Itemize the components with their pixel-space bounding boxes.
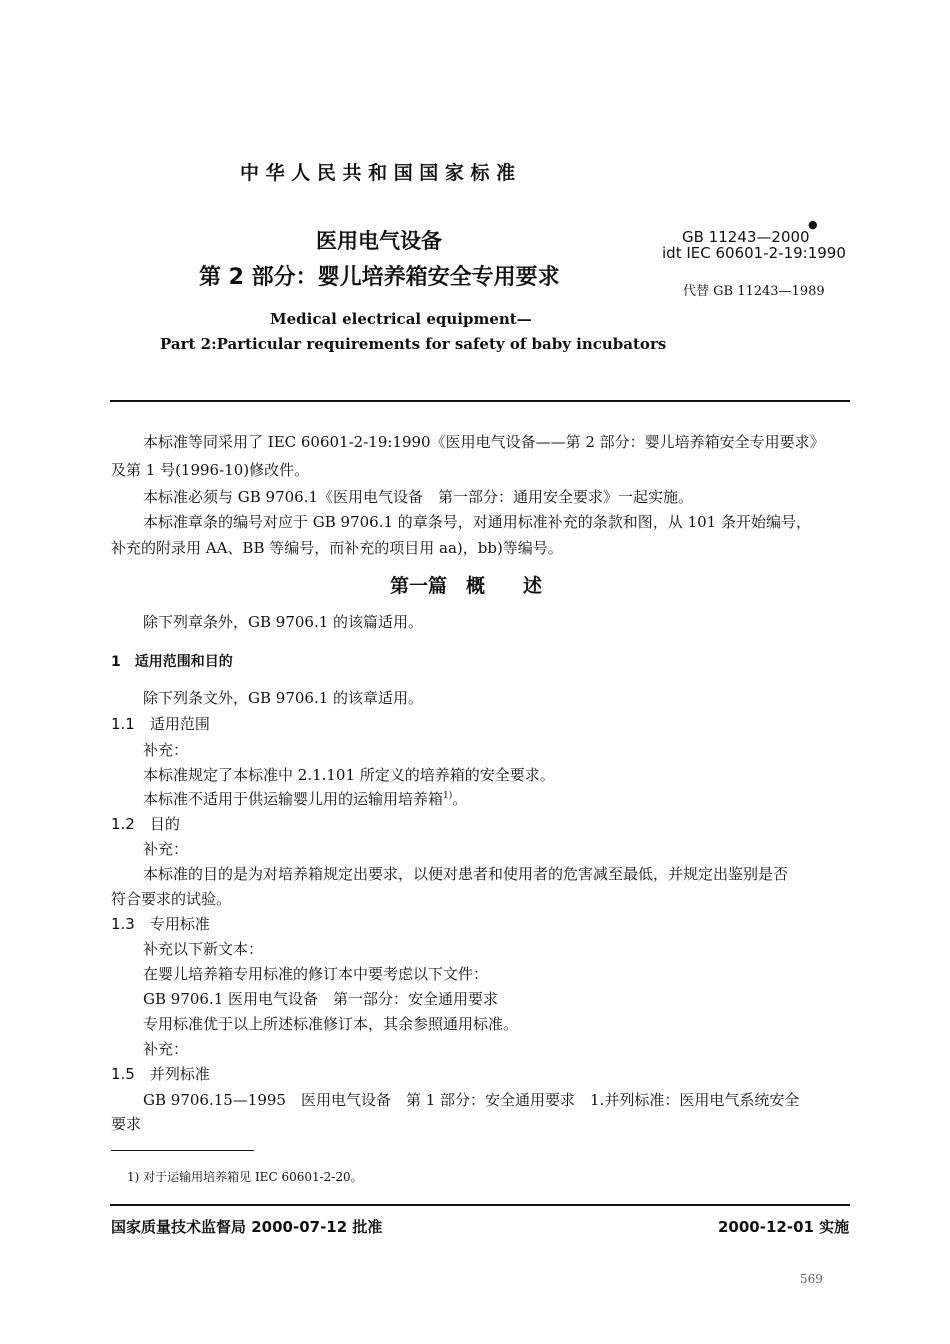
approval-statement: 国家质量技术监督局 2000-07-12 批准 (111, 1218, 383, 1236)
std-number-text: GB 11243—2000 (682, 228, 810, 246)
section-1-2-p1-line2: 符合要求的试验。 (111, 890, 232, 908)
section-1-5-p1-line1: GB 9706.15—1995 医用电气设备 第 1 部分：安全通用要求 1.并列标准：医用电气系统安全 (143, 1091, 800, 1109)
section-1-title: 1 适用范围和目的 (111, 654, 233, 670)
replaces-note: 代替 GB 11243—1989 (683, 284, 825, 299)
header-divider (110, 400, 850, 402)
page-number: 569 (800, 1272, 823, 1286)
part-intro: 除下列章条外，GB 9706.1 的该篇适用。 (143, 613, 424, 631)
section-1-1-supplement: 补充： (143, 741, 189, 759)
preface-p1-line1: 本标准等同采用了 IEC 60601-2-19:1990《医用电气设备——第 2 部分：婴儿培养箱安全专用要求》 (143, 433, 825, 451)
section-1-2-p1-line1: 本标准的目的是为对培养箱规定出要求，以便对患者和使用者的危害减至最低，并规定出鉴别是否 (143, 865, 789, 883)
section-1-body: 除下列条文外，GB 9706.1 的该章适用。 (143, 689, 424, 707)
footnote-ref: 1) (443, 791, 453, 801)
preface-p2: 本标准必须与 GB 9706.1《医用电气设备 第一部分：通用安全要求》一起实施。 (143, 488, 694, 506)
national-standard-heading: 中 华 人 民 共 和 国 国 家 标 准 (240, 162, 516, 184)
section-1-3-title: 1.3 专用标准 (111, 915, 210, 933)
footnote: 1) 对于运输用培养箱见 IEC 60601-2-20。 (127, 1170, 363, 1184)
section-1-1-p2 (143, 790, 467, 810)
preface-p3-line2: 补充的附录用 AA、BB 等编号，而补充的项目用 aa)，bb)等编号。 (111, 539, 563, 557)
section-1-3-p2: GB 9706.1 医用电气设备 第一部分：安全通用要求 (143, 990, 499, 1008)
section-1-2-title: 1.2 目的 (111, 815, 180, 833)
preface-p3-line1: 本标准章条的编号对应于 GB 9706.1 的章条号，对通用标准补充的条款和图，从 101 条开始编号， (143, 513, 811, 531)
star-mark: ● (808, 218, 818, 231)
section-1-2-supplement: 补充： (143, 840, 189, 858)
section-1-1-title: 1.1 适用范围 (111, 715, 210, 733)
section-1-5-title: 1.5 并列标准 (111, 1065, 210, 1083)
section-1-3-p3: 专用标准优于以上所述标准修订本，其余参照通用标准。 (143, 1015, 519, 1033)
title-cn-line2: 第 2 部分：婴儿培养箱安全专用要求 (199, 265, 560, 290)
section-1-1-p2-text: 本标准不适用于供运输婴儿用的运输用培养箱 (143, 790, 444, 808)
section-1-3-supplement: 补充以下新文本： (143, 940, 264, 958)
title-en-line2: Part 2:Particular requirements for safety of baby incubators (160, 335, 667, 353)
footer-divider (110, 1204, 850, 1206)
preface-p1-line2: 及第 1 号(1996-10)修改件。 (111, 461, 310, 479)
title-cn-line1: 医用电气设备 (316, 229, 442, 253)
section-1-3-supplement-2: 补充： (143, 1040, 189, 1058)
part-heading: 第一篇 概 述 (390, 575, 543, 597)
title-en-line1: Medical electrical equipment— (270, 310, 532, 328)
footnote-divider (111, 1150, 254, 1151)
section-1-1-p2-end: 。 (452, 790, 468, 808)
section-1-5-p1-line2: 要求 (111, 1115, 142, 1133)
idt-number: idt IEC 60601-2-19:1990 (662, 244, 846, 262)
section-1-1-p1: 本标准规定了本标准中 2.1.101 所定义的培养箱的安全要求。 (143, 766, 555, 784)
section-1-3-p1: 在婴儿培养箱专用标准的修订本中要考虑以下文件： (143, 965, 489, 983)
implementation-date: 2000-12-01 实施 (718, 1218, 850, 1236)
